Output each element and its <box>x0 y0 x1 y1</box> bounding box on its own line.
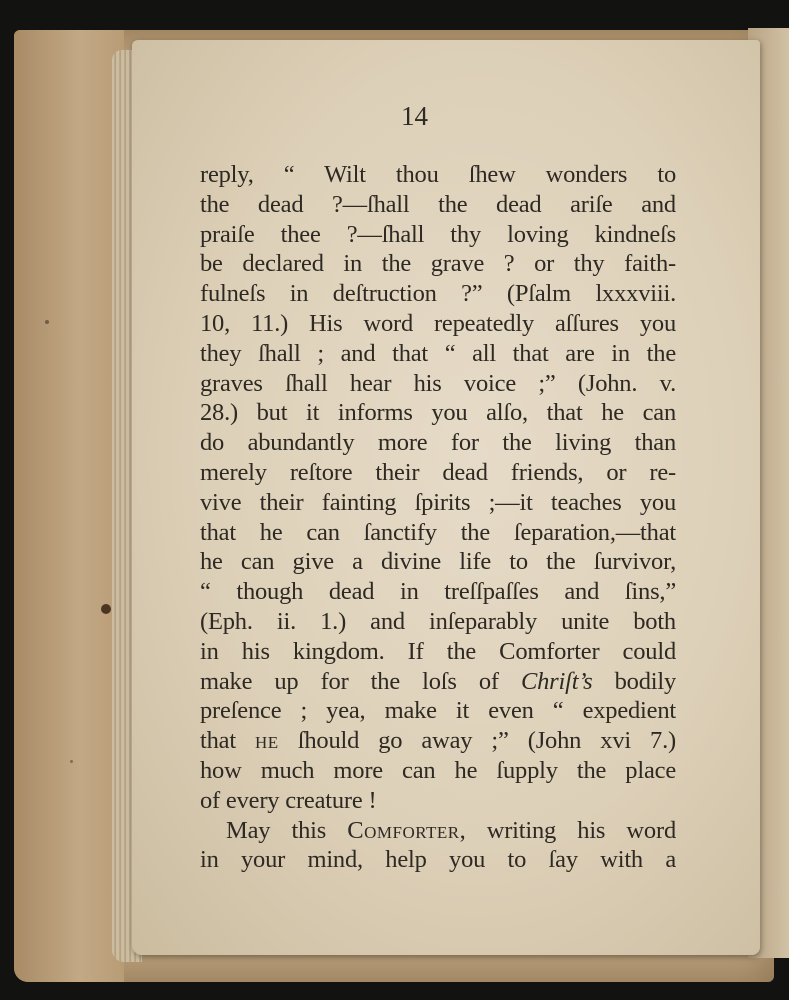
text-line <box>200 816 676 846</box>
text-line: how much more can he ſupply the place <box>200 756 676 784</box>
text-span: , writing his word <box>459 816 676 844</box>
text-line: the dead ?—ſhall the dead ariſe and <box>200 190 676 218</box>
text-line: vive their fainting ſpirits ;—it teaches you <box>200 488 676 516</box>
text-span: May this <box>226 816 348 844</box>
text-line: reply, “ Wilt thou ſhew wonders to <box>200 161 676 188</box>
text-line <box>200 726 676 756</box>
text-line: 28.) but it informs you alſo, that he can <box>200 399 676 427</box>
text-line: in your mind, help you to ſay with a <box>200 846 676 874</box>
text-line: be declared in the grave ? or thy faith- <box>200 250 676 278</box>
text-line: he can give a divine life to the ſurvivor, <box>200 548 676 576</box>
page-number: 14 <box>401 101 428 131</box>
page-text <box>200 160 676 875</box>
cover-inner-board <box>14 30 124 982</box>
text-line: of every creature ! <box>200 786 377 814</box>
foxing-spot <box>45 320 49 324</box>
italic-name: Chriſt’s <box>520 667 593 695</box>
text-line: that he can ſanctify the ſeparation,—that <box>200 518 676 546</box>
text-line: 10, 11.) His word repeatedly aſſures you <box>200 309 676 337</box>
text-line: they ſhall ; and that “ all that are in the <box>200 339 676 367</box>
text-line: graves ſhall hear his voice ;” (John. v. <box>200 369 676 397</box>
text-span: make up for the loſs of <box>200 667 521 695</box>
text-line: merely reſtore their dead friends, or re- <box>200 458 676 486</box>
text-span: ſhould go away ;” (John xvi 7.) <box>278 727 676 755</box>
small-caps-word: he <box>255 727 279 755</box>
text-span: bodily <box>592 667 676 695</box>
text-line: in his kingdom. If the Comforter could <box>200 637 676 665</box>
foxing-spot <box>101 604 111 614</box>
small-caps-word: Comforter <box>347 816 460 844</box>
text-line: do abundantly more for the living than <box>200 429 676 457</box>
text-line: preſence ; yea, make it even “ expedient <box>200 697 676 725</box>
text-line: fulneſs in deſtruction ?” (Pſalm lxxxviii. <box>200 280 676 308</box>
text-line: “ though dead in treſſpaſſes and ſins,” <box>200 578 676 606</box>
text-line: praiſe thee ?—ſhall thy loving kindneſs <box>200 220 676 248</box>
text-span: that <box>200 727 256 755</box>
text-line <box>200 667 676 697</box>
text-line: (Eph. ii. 1.) and inſeparably unite both <box>200 607 676 635</box>
foxing-spot <box>70 760 73 763</box>
